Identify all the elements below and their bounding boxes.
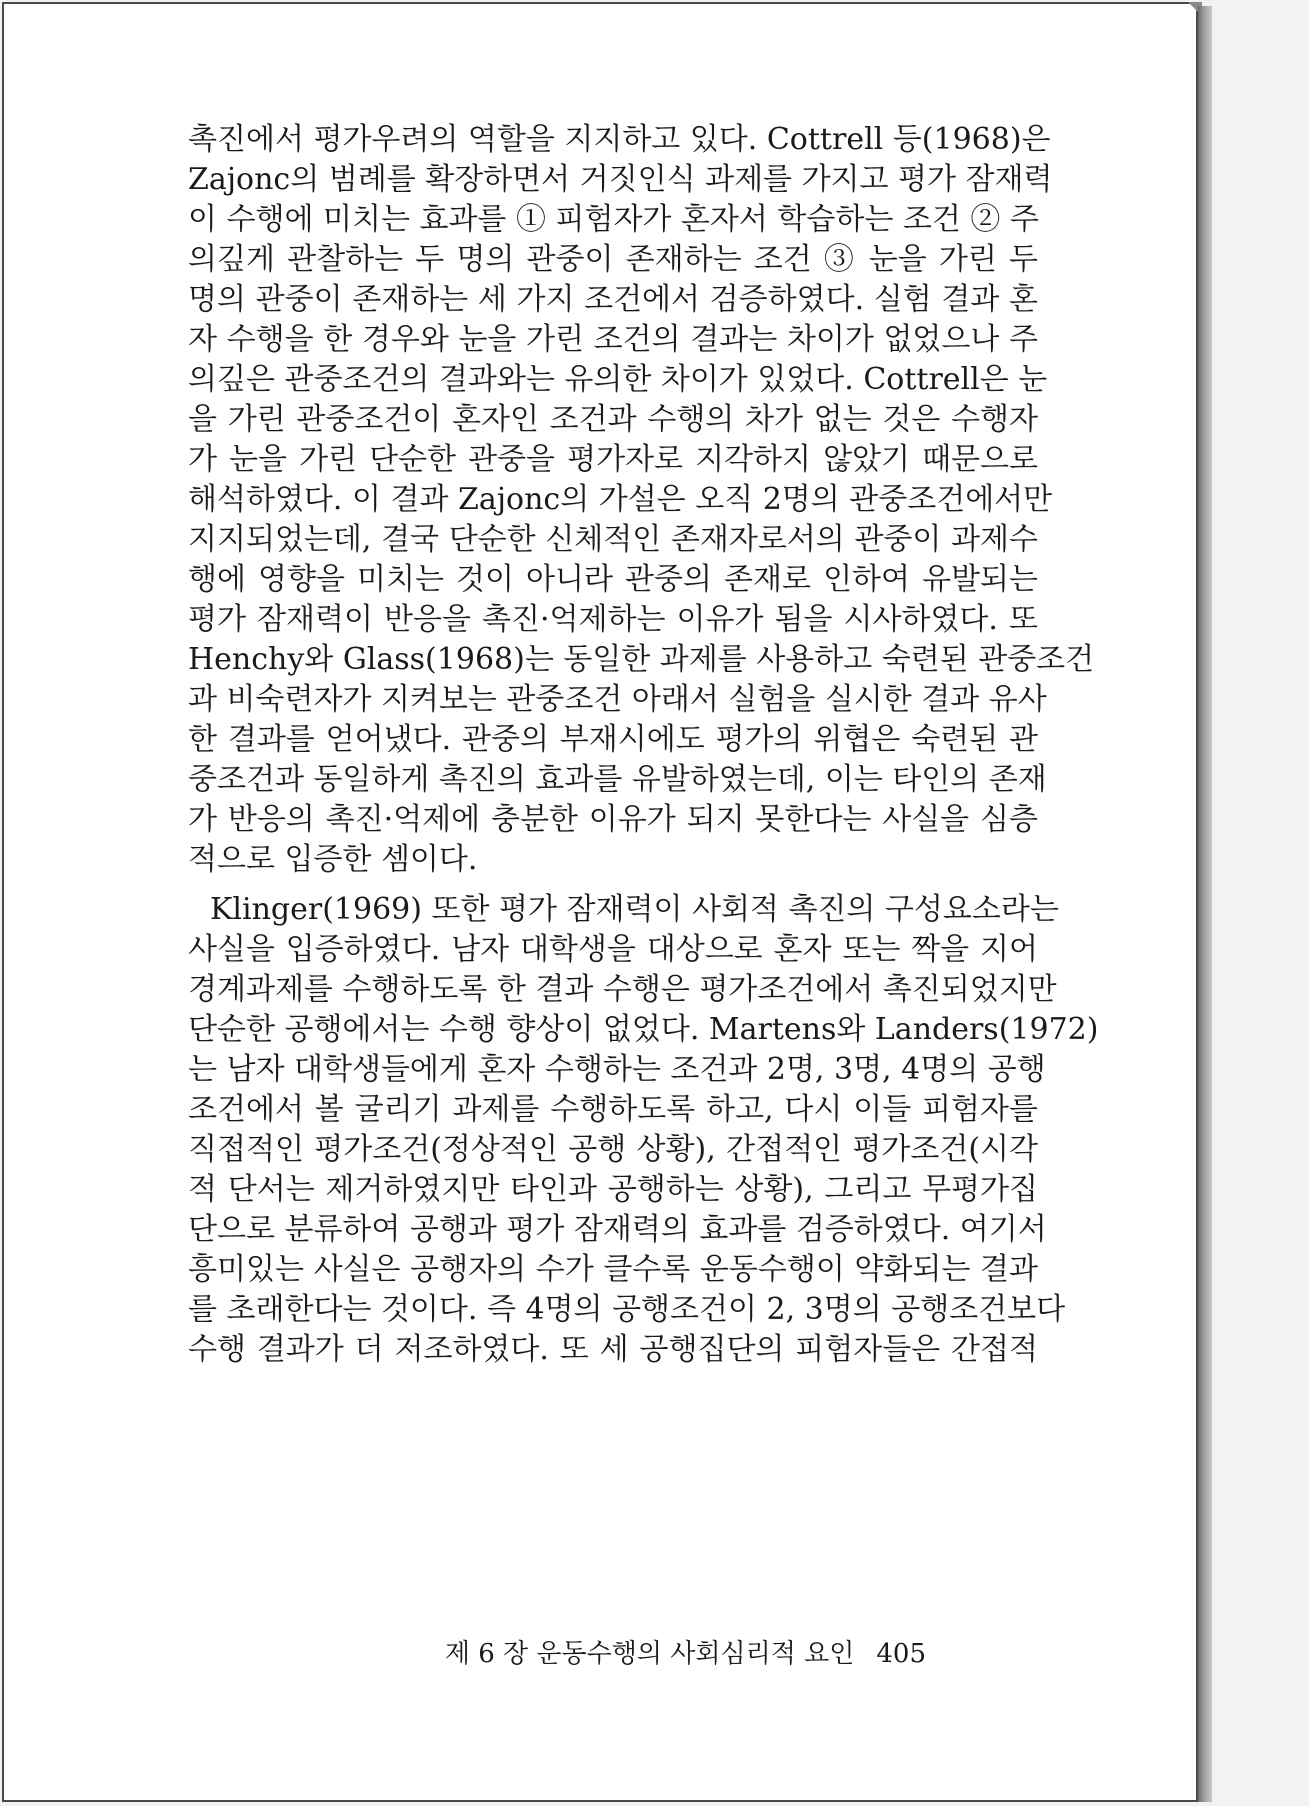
- page-number: 405: [876, 1639, 926, 1669]
- page-footer: [445, 1638, 926, 1670]
- text-line: Zajonc의 범례를 확장하면서 거짓인식 과제를 가지고 평가 잠재력: [188, 162, 1053, 197]
- text-line: 해석하였다. 이 결과 Zajonc의 가설은 오직 2명의 관중조건에서만: [188, 482, 1053, 517]
- text-line: 직접적인 평가조건(정상적인 공행 상황), 간접적인 평가조건(시각: [188, 1132, 1038, 1167]
- text-line: 적 단서는 제거하였지만 타인과 공행하는 상황), 그리고 무평가집: [188, 1172, 1038, 1207]
- text-line: 자 수행을 한 경우와 눈을 가린 조건의 결과는 차이가 없었으나 주: [188, 322, 1038, 357]
- text-line: 의깊게 관찰하는 두 명의 관중이 존재하는 조건 ③ 눈을 가린 두: [188, 242, 1038, 277]
- text-line: 촉진에서 평가우려의 역할을 지지하고 있다. Cottrell 등(1968)은: [188, 122, 1051, 157]
- text-line: 과 비숙련자가 지켜보는 관중조건 아래서 실험을 실시한 결과 유사: [188, 682, 1047, 717]
- text-line: 는 남자 대학생들에게 혼자 수행하는 조건과 2명, 3명, 4명의 공행: [188, 1052, 1046, 1087]
- text-line: 한 결과를 얻어냈다. 관중의 부재시에도 평가의 위협은 숙련된 관: [188, 722, 1038, 757]
- text-line: 행에 영향을 미치는 것이 아니라 관중의 존재로 인하여 유발되는: [188, 562, 1038, 597]
- text-line: 수행 결과가 더 저조하였다. 또 세 공행집단의 피험자들은 간접적: [188, 1332, 1038, 1367]
- text-line: 이 수행에 미치는 효과를 ① 피험자가 혼자서 학습하는 조건 ② 주: [188, 202, 1039, 237]
- text-line: 중조건과 동일하게 촉진의 효과를 유발하였는데, 이는 타인의 존재: [188, 762, 1047, 797]
- text-line: Henchy와 Glass(1968)는 동일한 과제를 사용하고 숙련된 관중조건: [188, 642, 1095, 677]
- text-line: 흥미있는 사실은 공행자의 수가 클수록 운동수행이 약화되는 결과: [188, 1252, 1038, 1287]
- text-line: 사실을 입증하였다. 남자 대학생을 대상으로 혼자 또는 짝을 지어: [188, 932, 1038, 967]
- text-line: 단순한 공행에서는 수행 향상이 없었다. Martens와 Landers(1972): [188, 1012, 1099, 1047]
- text-line: 가 눈을 가린 단순한 관중을 평가자로 지각하지 않았기 때문으로: [188, 442, 1038, 477]
- text-line: Klinger(1969) 또한 평가 잠재력이 사회적 촉진의 구성요소라는: [210, 892, 1059, 927]
- page-edge-shadow: [1198, 6, 1212, 1802]
- text-line: 지지되었는데, 결국 단순한 신체적인 존재자로서의 관중이 과제수: [188, 522, 1038, 557]
- text-line: 적으로 입증한 셈이다.: [188, 842, 478, 877]
- text-line: 명의 관중이 존재하는 세 가지 조건에서 검증하였다. 실험 결과 혼: [188, 282, 1038, 317]
- text-line: 가 반응의 촉진·억제에 충분한 이유가 되지 못한다는 사실을 심층: [188, 802, 1038, 837]
- text-line: 을 가린 관중조건이 혼자인 조건과 수행의 차가 없는 것은 수행자: [188, 402, 1038, 437]
- viewer-background: [1212, 0, 1309, 1806]
- text-line: 단으로 분류하여 공행과 평가 잠재력의 효과를 검증하였다. 여기서: [188, 1212, 1047, 1247]
- text-line: 를 초래한다는 것이다. 즉 4명의 공행조건이 2, 3명의 공행조건보다: [188, 1292, 1066, 1327]
- running-chapter-title: 제 6 장 운동수행의 사회심리적 요인: [444, 1639, 855, 1669]
- text-line: 경계과제를 수행하도록 한 결과 수행은 평가조건에서 촉진되었지만: [188, 972, 1057, 1007]
- page-sheet: [2, 2, 1198, 1802]
- text-line: 조건에서 볼 굴리기 과제를 수행하도록 하고, 다시 이들 피험자를: [188, 1092, 1038, 1127]
- text-line: 의깊은 관중조건의 결과와는 유의한 차이가 있었다. Cottrell은 눈: [188, 362, 1048, 397]
- text-line: 평가 잠재력이 반응을 촉진·억제하는 이유가 됨을 시사하였다. 또: [188, 602, 1038, 637]
